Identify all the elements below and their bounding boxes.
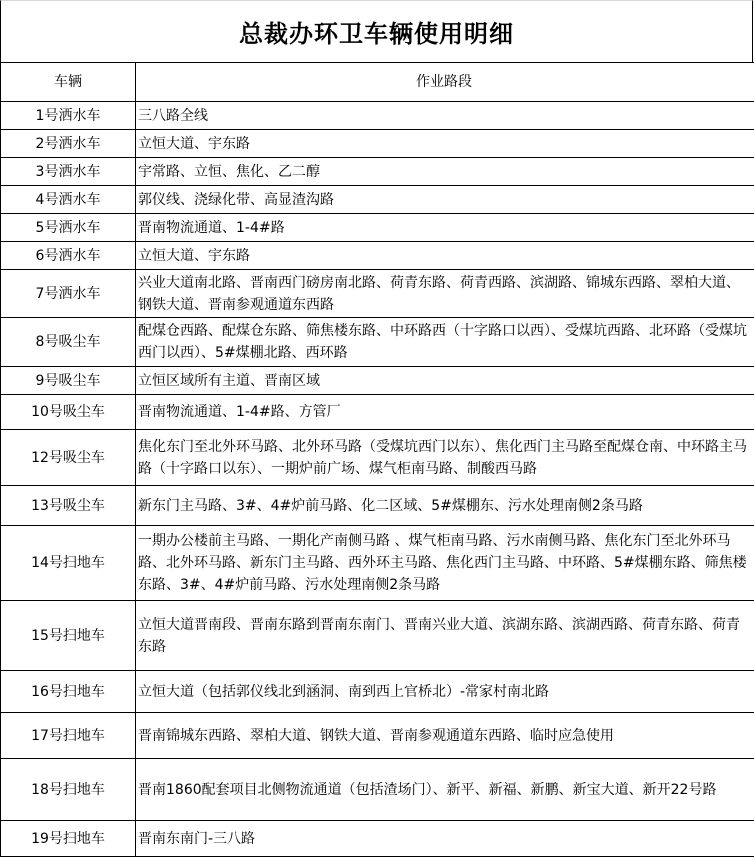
route-cell[interactable]: 晋南物流通道、1-4#路 bbox=[136, 214, 754, 242]
vehicle-cell[interactable]: 19号扫地车 bbox=[1, 821, 136, 857]
table-row bbox=[1, 486, 754, 526]
route-cell[interactable]: 配煤仓西路、配煤仓东路、筛焦楼东路、中环路西（十字路口以西）、受煤坑西路、北环路（受煤坑西门以西）、5#煤棚北路、西环路 bbox=[136, 318, 754, 367]
route-cell[interactable]: 晋南1860配套项目北侧物流通道（包括渣场门）、新平、新福、新鹏、新宝大道、新开22号路 bbox=[136, 759, 754, 821]
table-row bbox=[1, 186, 754, 214]
route-cell[interactable]: 郭仪线、浇绿化带、高显渣沟路 bbox=[136, 186, 754, 214]
vehicle-cell[interactable]: 6号洒水车 bbox=[1, 242, 136, 270]
table-row bbox=[1, 759, 754, 821]
table-row bbox=[1, 713, 754, 759]
route-cell[interactable]: 兴业大道南北路、晋南西门磅房南北路、荷青东路、荷青西路、滨湖路、锦城东西路、翠柏大道、钢铁大道、晋南参观通道东西路 bbox=[136, 270, 754, 318]
route-cell[interactable]: 立恒大道晋南段、晋南东路到晋南东南门、晋南兴业大道、滨湖东路、滨湖西路、荷青东路、荷青东路 bbox=[136, 601, 754, 671]
vehicle-cell[interactable]: 1号洒水车 bbox=[1, 102, 136, 130]
table-row bbox=[1, 270, 754, 318]
table-row bbox=[1, 242, 754, 270]
vehicle-cell[interactable]: 17号扫地车 bbox=[1, 713, 136, 759]
table-row bbox=[1, 821, 754, 857]
vehicle-cell[interactable]: 5号洒水车 bbox=[1, 214, 136, 242]
vehicle-cell[interactable]: 12号吸尘车 bbox=[1, 430, 136, 486]
vehicle-cell[interactable]: 8号吸尘车 bbox=[1, 318, 136, 367]
vehicle-cell[interactable]: 10号吸尘车 bbox=[1, 395, 136, 430]
route-cell[interactable]: 宇常路、立恒、焦化、乙二醇 bbox=[136, 158, 754, 186]
vehicle-cell[interactable]: 15号扫地车 bbox=[1, 601, 136, 671]
header-vehicle[interactable]: 车辆 bbox=[1, 63, 136, 102]
route-cell[interactable]: 立恒大道、宇东路 bbox=[136, 130, 754, 158]
route-cell[interactable]: 一期办公楼前主马路、一期化产南侧马路 、煤气柜南马路、污水南侧马路、焦化东门至北外环马路、北外环马路、新东门主马路、西外环主马路、焦化西门主马路、中环路、5#煤棚东路、筛焦楼东路、3#、4#炉前马路、污水处理南侧2条马路 bbox=[136, 526, 754, 601]
sheet-title: 总裁办环卫车辆使用明细 bbox=[0, 0, 753, 62]
table-row bbox=[1, 601, 754, 671]
route-cell[interactable]: 晋南锦城东西路、翠柏大道、钢铁大道、晋南参观通道东西路、临时应急使用 bbox=[136, 713, 754, 759]
route-cell[interactable]: 立恒大道、宇东路 bbox=[136, 242, 754, 270]
table-row bbox=[1, 318, 754, 367]
table-row bbox=[1, 158, 754, 186]
vehicle-cell[interactable]: 13号吸尘车 bbox=[1, 486, 136, 526]
route-cell[interactable]: 晋南物流通道、1-4#路、方管厂 bbox=[136, 395, 754, 430]
route-cell[interactable]: 新东门主马路、3#、4#炉前马路、化二区域、5#煤棚东、污水处理南侧2条马路 bbox=[136, 486, 754, 526]
vehicle-cell[interactable]: 9号吸尘车 bbox=[1, 367, 136, 395]
table-row bbox=[1, 395, 754, 430]
vehicle-cell[interactable]: 3号洒水车 bbox=[1, 158, 136, 186]
table-row bbox=[1, 367, 754, 395]
header-route[interactable]: 作业路段 bbox=[136, 63, 754, 102]
vehicle-cell[interactable]: 14号扫地车 bbox=[1, 526, 136, 601]
route-cell[interactable]: 立恒大道（包括郭仪线北到涵洞、南到西上官桥北）-常家村南北路 bbox=[136, 671, 754, 713]
header-row bbox=[1, 63, 754, 102]
table-row bbox=[1, 130, 754, 158]
route-cell[interactable]: 晋南东南门-三八路 bbox=[136, 821, 754, 857]
table-row bbox=[1, 214, 754, 242]
vehicle-cell[interactable]: 2号洒水车 bbox=[1, 130, 136, 158]
table-row bbox=[1, 430, 754, 486]
vehicle-cell[interactable]: 16号扫地车 bbox=[1, 671, 136, 713]
vehicle-cell[interactable]: 18号扫地车 bbox=[1, 759, 136, 821]
table-row bbox=[1, 102, 754, 130]
vehicle-cell[interactable]: 7号洒水车 bbox=[1, 270, 136, 318]
route-cell[interactable]: 三八路全线 bbox=[136, 102, 754, 130]
route-cell[interactable]: 焦化东门至北外环马路、北外环马路（受煤坑西门以东）、焦化西门主马路至配煤仓南、中环路主马路（十字路口以东）、一期炉前广场、煤气柜南马路、制酸西马路 bbox=[136, 430, 754, 486]
vehicle-table bbox=[0, 62, 754, 857]
route-cell[interactable]: 立恒区域所有主道、晋南区域 bbox=[136, 367, 754, 395]
table-row bbox=[1, 671, 754, 713]
table-row bbox=[1, 526, 754, 601]
vehicle-cell[interactable]: 4号洒水车 bbox=[1, 186, 136, 214]
